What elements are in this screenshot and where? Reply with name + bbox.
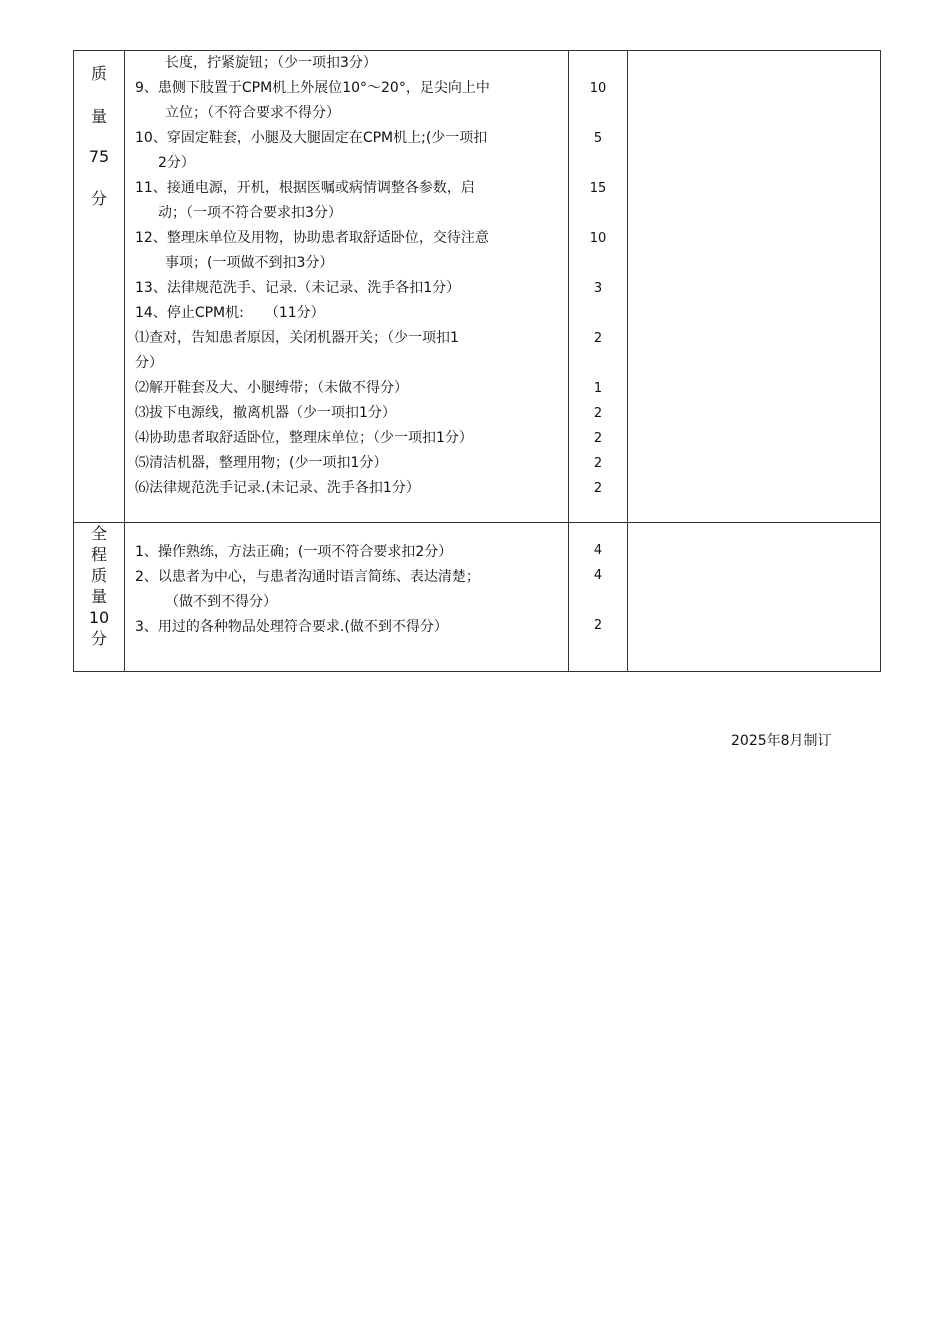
- item-line: 3、用过的各种物品处理符合要求.(做不到不得分）: [135, 619, 448, 635]
- item-line: ⑷协助患者取舒适卧位，整理床单位；（少一项扣1分）: [135, 430, 473, 446]
- category-char: 分: [90, 629, 107, 648]
- item-line: 13、法律规范洗手、记录.（未记录、洗手各扣1分）: [135, 280, 461, 296]
- item-line: 12、整理床单位及用物，协助患者取舒适卧位，交待注意: [135, 230, 489, 246]
- quality-items-cell: [125, 51, 569, 523]
- item-line: ⑶拔下电源线，撤离机器（少一项扣1分）: [135, 405, 396, 421]
- category-char: 质: [90, 566, 107, 585]
- quality-section-row: [74, 51, 881, 523]
- quality-category-label: [74, 51, 124, 219]
- overall-scores-cell: [569, 523, 628, 672]
- score-value: 2: [593, 618, 603, 633]
- quality-scores-cell: [569, 51, 628, 523]
- item-line: 长度，拧紧旋钮；（少一项扣3分）: [165, 55, 377, 71]
- score-value: [569, 251, 627, 276]
- item-line: ⑸清洁机器，整理用物；(少一项扣1分）: [135, 455, 388, 471]
- overall-section-row: [74, 523, 881, 672]
- category-char: 10: [88, 608, 110, 627]
- item-line: ⑵解开鞋套及大、小腿缚带；（未做不得分）: [135, 380, 408, 396]
- score-value: 2: [593, 331, 603, 346]
- overall-category-label: [74, 523, 124, 649]
- document-footer-date: 2025年8月制订: [731, 733, 832, 749]
- score-value: [569, 351, 627, 376]
- score-value: 2: [593, 481, 603, 496]
- overall-category-cell: [74, 523, 125, 672]
- item-line: （做不到不得分）: [165, 594, 277, 610]
- item-line: 9、患侧下肢置于CPM机上外展位10°～20°，足尖向上中: [135, 80, 490, 96]
- quality-remarks-cell: [628, 51, 881, 523]
- item-line: 动；（一项不符合要求扣3分）: [158, 205, 342, 221]
- score-value: 10: [589, 231, 607, 246]
- score-value: [569, 51, 627, 76]
- score-value: [569, 301, 627, 326]
- category-char: 分: [90, 189, 107, 208]
- item-line: 分）: [135, 355, 163, 371]
- score-value: 2: [593, 431, 603, 446]
- item-line: 11、接通电源，开机，根据医嘱或病情调整各参数，启: [135, 180, 475, 196]
- item-line: ⑹法律规范洗手记录.(未记录、洗手各扣1分）: [135, 480, 420, 496]
- category-char: 75: [88, 147, 110, 166]
- item-line: 1、操作熟练，方法正确；(一项不符合要求扣2分）: [135, 544, 453, 560]
- score-value: 4: [593, 543, 603, 558]
- item-line: 2分）: [158, 155, 195, 171]
- item-line: 2、以患者为中心，与患者沟通时语言简练、表达清楚；: [135, 569, 480, 585]
- score-value: [569, 151, 627, 176]
- category-char: 程: [90, 545, 107, 564]
- overall-items-cell: [125, 523, 569, 672]
- item-line: 立位；（不符合要求不得分）: [165, 105, 340, 121]
- score-value: 15: [589, 181, 607, 196]
- category-char: 量: [90, 587, 107, 606]
- score-value: 10: [589, 81, 607, 96]
- quality-category-cell: [74, 51, 125, 523]
- overall-remarks-cell: [628, 523, 881, 672]
- score-value: [569, 101, 627, 126]
- score-value: 1: [593, 381, 603, 396]
- score-value: 4: [593, 568, 603, 583]
- category-char: 量: [90, 107, 107, 126]
- scoring-table: [73, 50, 881, 672]
- category-char: 全: [90, 524, 107, 543]
- category-char: 质: [90, 64, 107, 83]
- score-value: [569, 201, 627, 226]
- score-value: [569, 588, 627, 613]
- score-value: 2: [593, 456, 603, 471]
- item-line: 14、停止CPM机: （11分）: [135, 305, 325, 321]
- item-line: 事项；(一项做不到扣3分）: [165, 255, 334, 271]
- item-line: 10、穿固定鞋套，小腿及大腿固定在CPM机上;(少一项扣: [135, 130, 488, 146]
- score-value: 2: [593, 406, 603, 421]
- score-value: 5: [593, 131, 603, 146]
- item-line: ⑴查对，告知患者原因，关闭机器开关；（少一项扣1: [135, 330, 459, 346]
- score-value: 3: [593, 281, 603, 296]
